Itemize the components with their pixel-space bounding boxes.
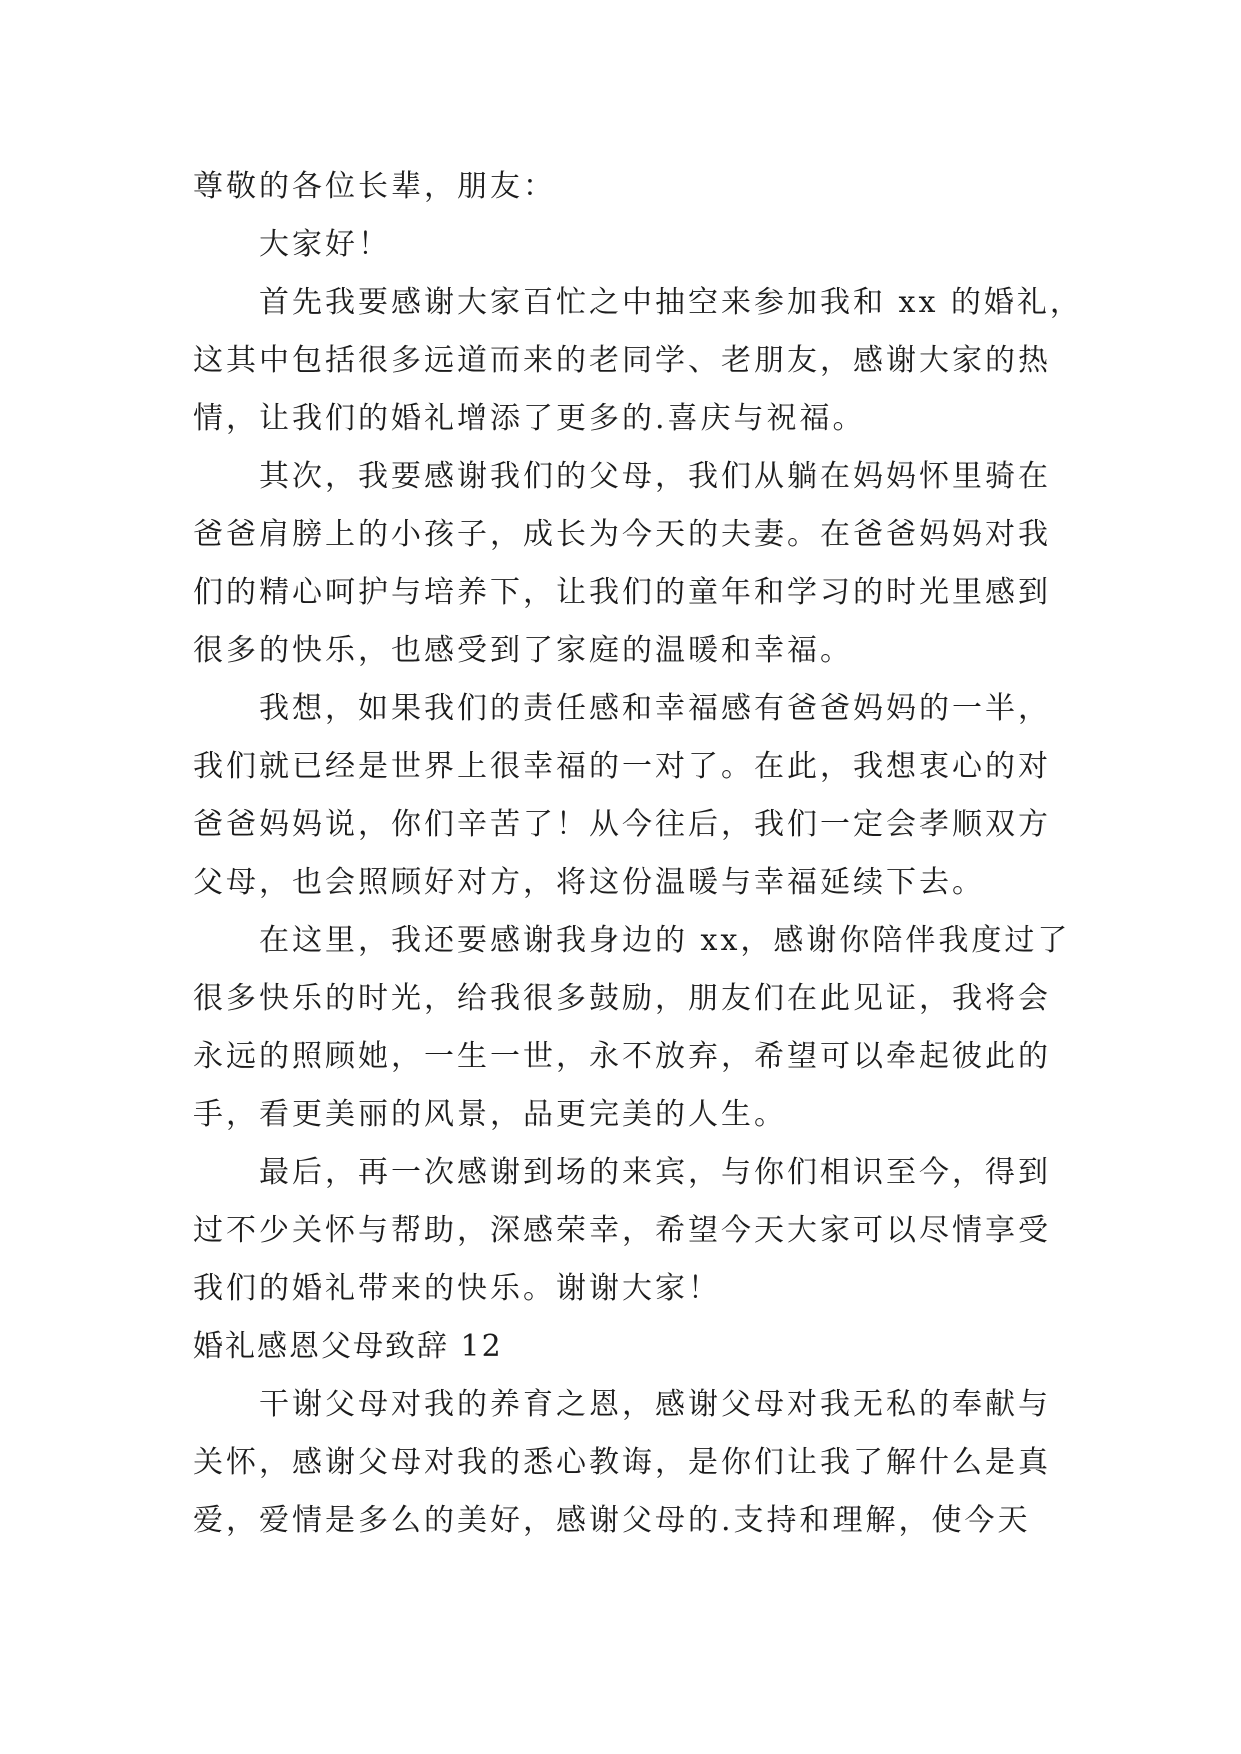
paragraph-line: 我想，如果我们的责任感和幸福感有爸爸妈妈的一半， xyxy=(259,691,1051,726)
paragraph-line: 我们的婚礼带来的快乐。谢谢大家！ xyxy=(193,1271,721,1306)
paragraph-line: 情，让我们的婚礼增添了更多的.喜庆与祝福。 xyxy=(193,401,866,436)
paragraph-line: 最后，再一次感谢到场的来宾，与你们相识至今，得到 xyxy=(259,1155,1051,1190)
paragraph-line: 手，看更美丽的风景，品更完美的人生。 xyxy=(193,1097,787,1132)
paragraph-thanks-spouse xyxy=(193,912,1073,1144)
paragraph-line: 爸爸妈妈说，你们辛苦了！从今往后，我们一定会孝顺双方 xyxy=(193,807,1051,842)
paragraph-line: 这其中包括很多远道而来的老同学、老朋友，感谢大家的热 xyxy=(193,343,1051,378)
paragraph-thanks-guests xyxy=(193,274,1083,448)
paragraph-section-body xyxy=(193,1376,1073,1550)
paragraph-line: 们的精心呵护与培养下，让我们的童年和学习的时光里感到 xyxy=(193,575,1051,610)
paragraph-line: 在这里，我还要感谢我身边的 xx，感谢你陪伴我度过了 xyxy=(259,923,1071,958)
paragraph-line: 父母，也会照顾好对方，将这份温暖与幸福延续下去。 xyxy=(193,865,985,900)
paragraph-line: 很多快乐的时光，给我很多鼓励，朋友们在此见证，我将会 xyxy=(193,981,1051,1016)
paragraph-line: 首先我要感谢大家百忙之中抽空来参加我和 xx 的婚礼， xyxy=(259,285,1083,320)
paragraph-greeting xyxy=(193,216,1073,274)
paragraph-responsibility xyxy=(193,680,1073,912)
paragraph-line: 很多的快乐，也感受到了家庭的温暖和幸福。 xyxy=(193,633,853,668)
document-page xyxy=(193,158,1083,1550)
salutation: 尊敬的各位长辈，朋友： xyxy=(193,169,556,204)
section-title: 婚礼感恩父母致辞 12 xyxy=(193,1329,503,1364)
paragraph-line: 关怀，感谢父母对我的悉心教诲，是你们让我了解什么是真 xyxy=(193,1445,1051,1480)
paragraph-line: 其次，我要感谢我们的父母，我们从躺在妈妈怀里骑在 xyxy=(259,459,1051,494)
paragraph-line: 大家好！ xyxy=(259,227,391,262)
paragraph-closing xyxy=(193,1144,1073,1318)
paragraph-line: 爱，爱情是多么的美好，感谢父母的.支持和理解，使今天 xyxy=(193,1503,1031,1538)
paragraph-thanks-parents xyxy=(193,448,1073,680)
paragraph-line: 过不少关怀与帮助，深感荣幸，希望今天大家可以尽情享受 xyxy=(193,1213,1051,1248)
paragraph-line: 爸爸肩膀上的小孩子，成长为今天的夫妻。在爸爸妈妈对我 xyxy=(193,517,1051,552)
paragraph-line: 干谢父母对我的养育之恩，感谢父母对我无私的奉献与 xyxy=(259,1387,1051,1422)
paragraph-line: 永远的照顾她，一生一世，永不放弃，希望可以牵起彼此的 xyxy=(193,1039,1051,1074)
paragraph-line: 我们就已经是世界上很幸福的一对了。在此，我想衷心的对 xyxy=(193,749,1051,784)
